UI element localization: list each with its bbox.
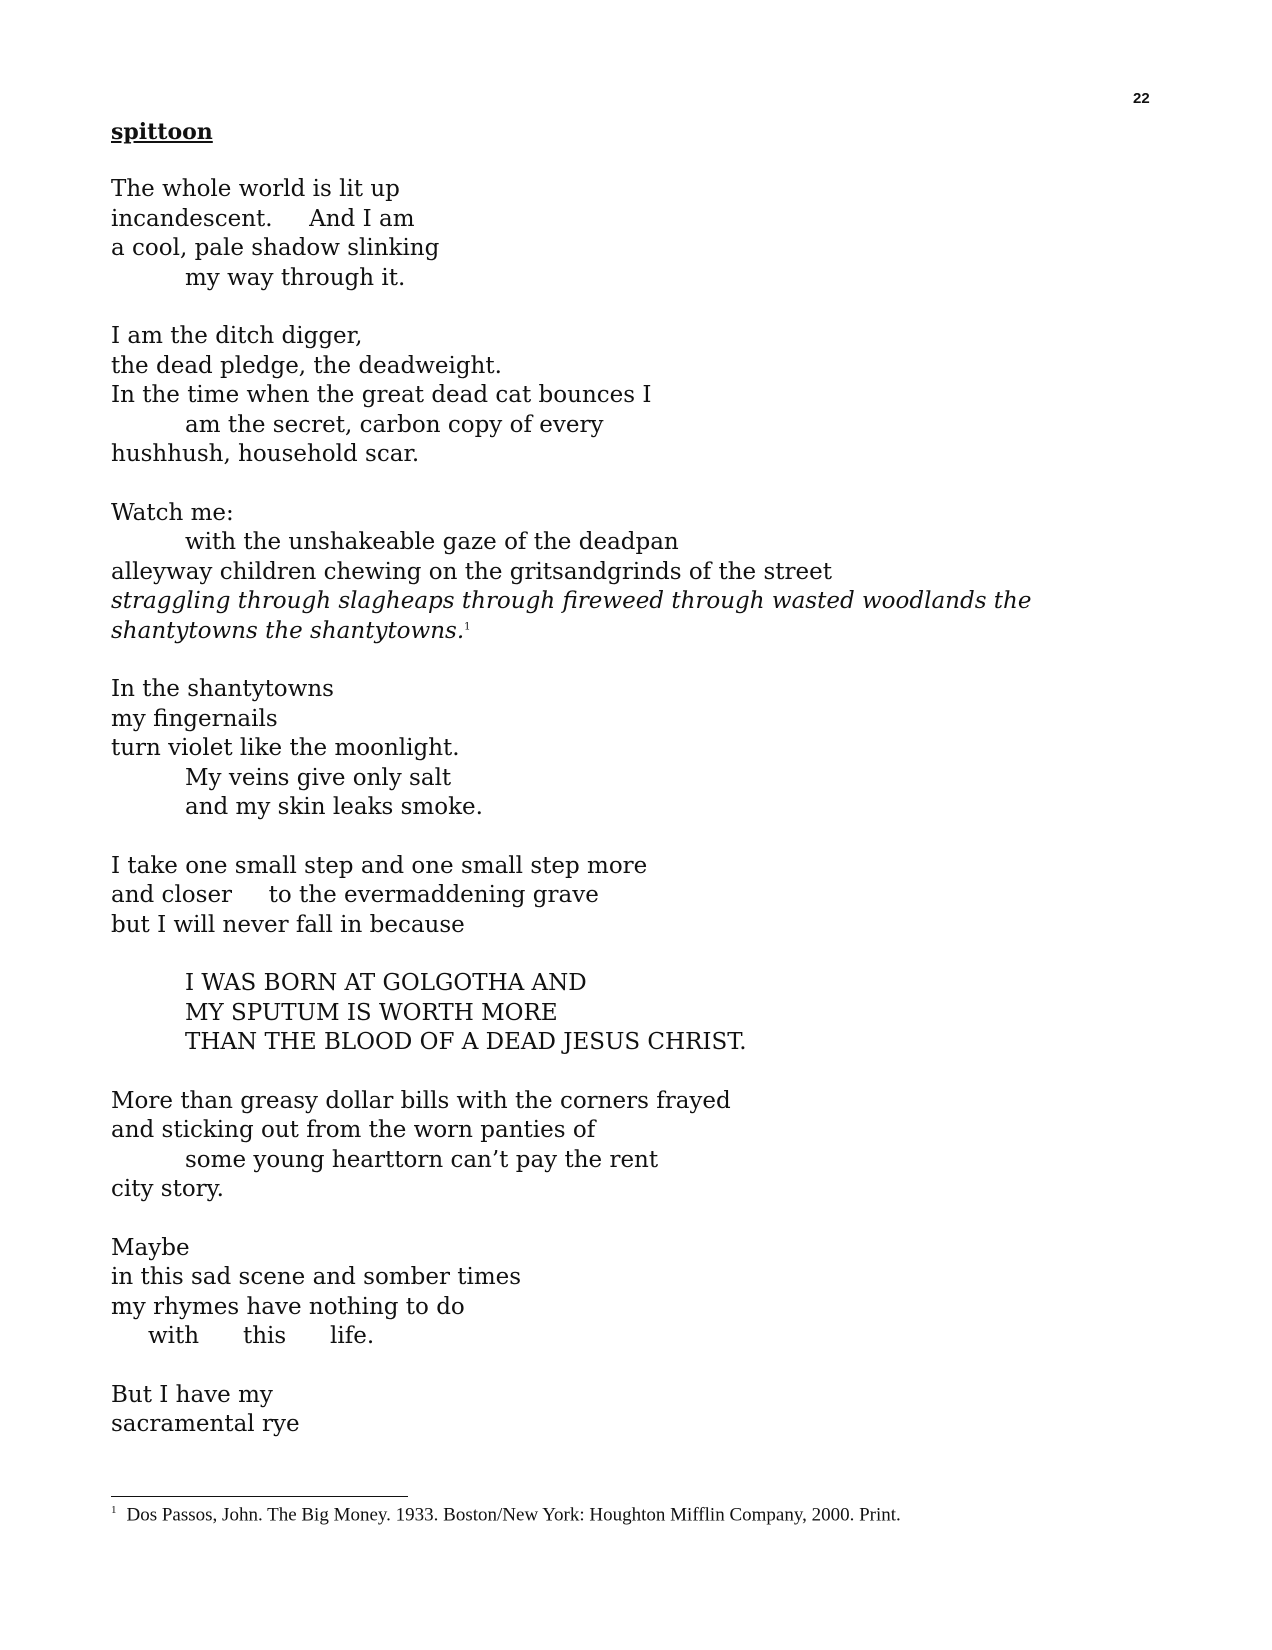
poem-line: and closer to the evermaddening grave xyxy=(111,882,599,908)
footnote-number: 1 xyxy=(111,1504,117,1516)
poem-line: My veins give only salt xyxy=(185,764,452,791)
stanza-5 xyxy=(111,852,1171,941)
stanza-7 xyxy=(111,1087,1171,1205)
poem xyxy=(111,117,1171,1469)
poem-line: and sticking out from the worn panties of xyxy=(111,1117,596,1143)
poem-line: with this life. xyxy=(148,1323,375,1349)
stanza-8 xyxy=(111,1234,1171,1352)
stanza-9 xyxy=(111,1381,1171,1440)
poem-line: the dead pledge, the deadweight. xyxy=(111,352,502,379)
poem-line: my way through it. xyxy=(185,264,406,291)
poem-line: Watch me: xyxy=(111,499,234,526)
poem-line: MY SPUTUM IS WORTH MORE xyxy=(185,999,558,1026)
footnote-reference: 1 xyxy=(464,620,471,632)
poem-line: I WAS BORN AT GOLGOTHA AND xyxy=(185,970,587,996)
stanza-1 xyxy=(111,175,1171,293)
poem-line: my fingernails xyxy=(111,705,278,732)
poem-line: I am the ditch digger, xyxy=(111,323,363,349)
stanza-4 xyxy=(111,675,1171,823)
stanza-2 xyxy=(111,322,1171,470)
poem-line: But I have my xyxy=(111,1381,273,1408)
poem-line: incandescent. And I am xyxy=(111,205,415,232)
footnote xyxy=(111,1504,901,1526)
poem-line: In the time when the great dead cat bounces I xyxy=(111,382,652,408)
poem-line-italic xyxy=(111,587,1171,646)
poem-line: Maybe xyxy=(111,1234,190,1261)
poem-line: The whole world is lit up xyxy=(111,176,400,202)
poem-line: with the unshakeable gaze of the deadpan xyxy=(185,529,679,555)
poem-line: and my skin leaks smoke. xyxy=(185,794,483,820)
poem-line: In the shantytowns xyxy=(111,676,334,702)
poem-line: in this sad scene and somber times xyxy=(111,1264,522,1290)
poem-line: am the secret, carbon copy of every xyxy=(185,411,604,438)
poem-line: a cool, pale shadow slinking xyxy=(111,235,440,261)
footnote-divider xyxy=(111,1496,408,1497)
italic-text: straggling through slagheaps through fireweed through wasted woodlands the shantytowns the shantytowns. xyxy=(111,588,1032,644)
poem-line: city story. xyxy=(111,1176,224,1202)
poem-line: THAN THE BLOOD OF A DEAD JESUS CHRIST. xyxy=(185,1029,747,1055)
poem-line: More than greasy dollar bills with the corners frayed xyxy=(111,1087,731,1114)
poem-line: I take one small step and one small step more xyxy=(111,852,648,879)
poem-line: some young hearttorn can’t pay the rent xyxy=(185,1146,659,1173)
poem-line: but I will never fall in because xyxy=(111,911,465,938)
poem-line: hushhush, household scar. xyxy=(111,441,420,467)
page-number: 22 xyxy=(1133,90,1150,107)
poem-line: turn violet like the moonlight. xyxy=(111,735,460,761)
poem-line: sacramental rye xyxy=(111,1411,300,1437)
poem-line: my rhymes have nothing to do xyxy=(111,1293,465,1320)
footnote-text: Dos Passos, John. The Big Money. 1933. Boston/New York: Houghton Mifflin Company, 2000. Print. xyxy=(126,1504,901,1526)
poem-line: alleyway children chewing on the gritsandgrinds of the street xyxy=(111,558,832,585)
stanza-6 xyxy=(111,969,1171,1058)
poem-title: spittoon xyxy=(111,119,213,145)
stanza-3 xyxy=(111,499,1171,647)
